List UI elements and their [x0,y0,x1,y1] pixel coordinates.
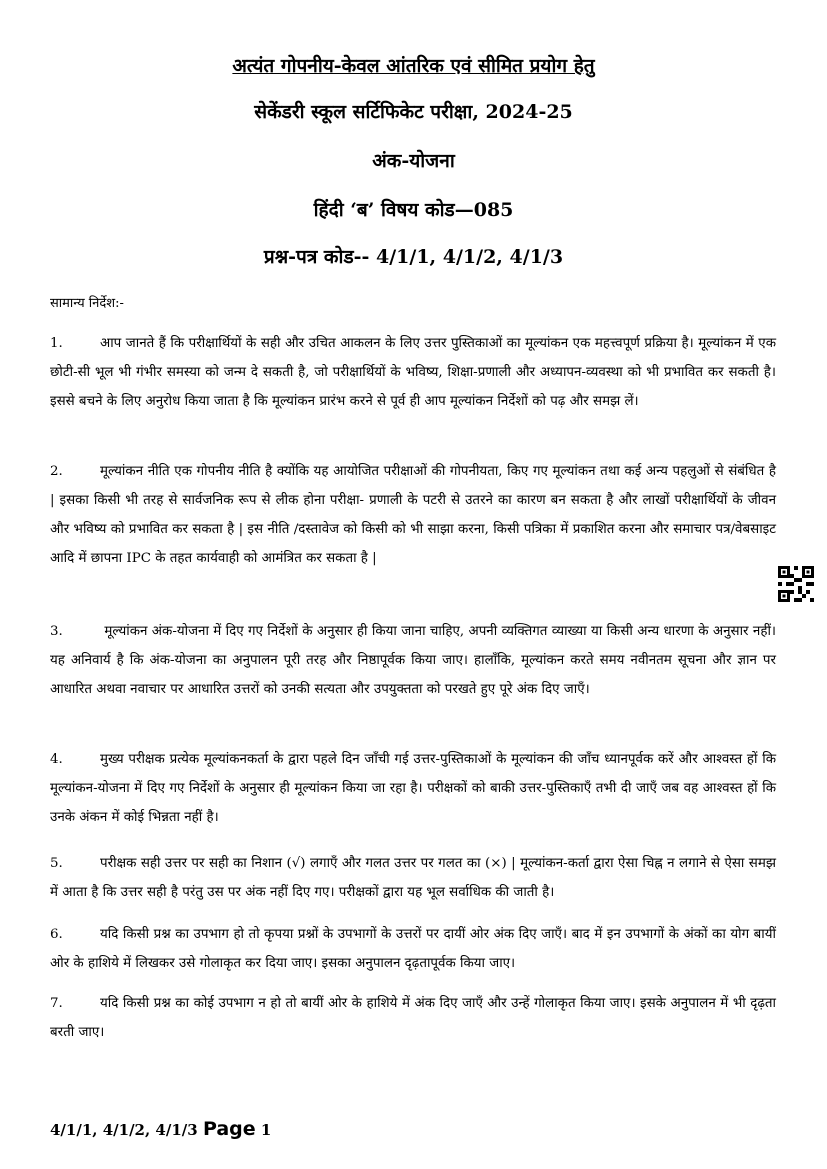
footer-page-label: Page [202,1118,256,1140]
footer-codes: 4/1/1, 4/1/2, 4/1/3 [50,1121,198,1139]
qr-code-icon [778,566,814,602]
instruction-text: परीक्षक सही उत्तर पर सही का निशान (√) लगाएँ और गलत उत्तर पर गलत का (×) | मूल्यांकन-कर्ता द्वारा ऐसा चिह्न न लगाने से ऐसा समझ में आता है कि उत्तर सही है परंतु उस पर अंक नहीं दिए गए। परीक्षकों द्वारा यह भूल सर्वाधिक की जाती है। [50,856,776,900]
instruction-number: 2. [50,464,63,479]
instruction-paragraph [50,849,776,907]
page-footer [50,1118,271,1140]
instruction-text: यदि किसी प्रश्न का कोई उपभाग न हो तो बायीं ओर के हाशिये में अंक दिए जाएँ और उन्हें गोलाकृत किया जाए। इसके अनुपालन में भी दृढ़ता बरती जाए। [50,996,776,1040]
confidential-heading: अत्यंत गोपनीय-केवल आंतरिक एवं सीमित प्रयोग हेतु [232,55,595,77]
instruction-number: 1. [50,336,63,351]
instruction-text: यदि किसी प्रश्न का उपभाग हो तो कृपया प्रश्नों के उपभागों के उत्तरों पर दायीं ओर अंक दिए जाएँ। बाद में इन उपभागों के अंकों का योग बायीं ओर के हाशिये में लिखकर उसे गोलाकृत कर दिया जाए। इसका अनुपालन दृढ़तापूर्वक किया जाए। [50,927,776,971]
instruction-number: 4. [50,752,63,767]
instruction-paragraph [50,920,776,978]
instruction-number: 6. [50,927,63,942]
footer-page-number: 1 [260,1121,272,1139]
general-instructions-label: सामान्य निर्देश:- [50,296,124,311]
instruction-number: 3. [50,624,63,639]
exam-title: सेकेंडरी स्कूल सर्टिफिकेट परीक्षा, 2024-25 [254,101,573,123]
instruction-paragraph [50,457,776,573]
instruction-text: मूल्यांकन नीति एक गोपनीय नीति है क्योंकि यह आयोजित परीक्षाओं की गोपनीयता, किए गए मूल्यांकन तथा कई अन्य पहलुओं से संबंधित है | इसका किसी भी तरह से सार्वजनिक रूप से लीक होना परीक्षा- प्रणाली के पटरी से उतरने का कारण बन सकता है और लाखों परीक्षार्थियों के जीवन और भविष्य को प्रभावित कर सकता है | इस नीति /दस्तावेज को किसी को भी साझा करना, किसी पत्रिका में प्रकाशित करना और समाचार पत्र/वेबसाइट आदि में छापना IPC के तहत कार्यवाही को आमंत्रित कर सकता है | [50,464,776,566]
instruction-text: मुख्य परीक्षक प्रत्येक मूल्यांकनकर्ता के द्वारा पहले दिन जाँची गई उत्तर-पुस्तिकाओं के मूल्यांकन की जाँच ध्यानपूर्वक करें और आश्वस्त हों कि मूल्यांकन-योजना में दिए गए निर्देशों के अनुसार ही मूल्यांकन किया जा रहा है। परीक्षकों को बाकी उत्तर-पुस्तिकाएँ तभी दी जाएँ जब वह आश्वस्त हों कि उनके अंकन में कोई भिन्नता नहीं है। [50,752,776,825]
subject-code-title: हिंदी ‘ब’ विषय कोड—085 [313,199,514,221]
instruction-number: 5. [50,856,63,871]
instruction-paragraph [50,989,776,1047]
instruction-paragraph [50,329,776,416]
paper-code-title: प्रश्न-पत्र कोड-- 4/1/1, 4/1/2, 4/1/3 [263,246,564,268]
marking-scheme-title: अंक-योजना [372,150,455,172]
instruction-paragraph [50,617,776,704]
instruction-text: मूल्यांकन अंक-योजना में दिए गए निर्देशों के अनुसार ही किया जाना चाहिए, अपनी व्यक्तिगत व्याख्या या किसी अन्य धारणा के अनुसार नहीं। यह अनिवार्य है कि अंक-योजना का अनुपालन पूरी तरह और निष्ठापूर्वक किया जाए। हालाँकि, मूल्यांकन करते समय नवीनतम सूचना और ज्ञान पर आधारित अथवा नवाचार पर आधारित उत्तरों को उनकी सत्यता और उपयुक्तता को परखते हुए पूरे अंक दिए जाएँ। [50,624,776,697]
instruction-text: आप जानते हैं कि परीक्षार्थियों के सही और उचित आकलन के लिए उत्तर पुस्तिकाओं का मूल्यांकन एक महत्त्वपूर्ण प्रक्रिया है। मूल्यांकन में एक छोटी-सी भूल भी गंभीर समस्या को जन्म दे सकती है, जो परीक्षार्थियों के भविष्य, शिक्षा-प्रणाली और अध्यापन-व्यवस्था को भी प्रभावित कर सकती है। इससे बचने के लिए अनुरोध किया जाता है कि मूल्यांकन प्रारंभ करने से पूर्व ही आप मूल्यांकन निर्देशों को पढ़ और समझ लें। [50,336,776,409]
instruction-number: 7. [50,996,63,1011]
instruction-paragraph [50,745,776,832]
